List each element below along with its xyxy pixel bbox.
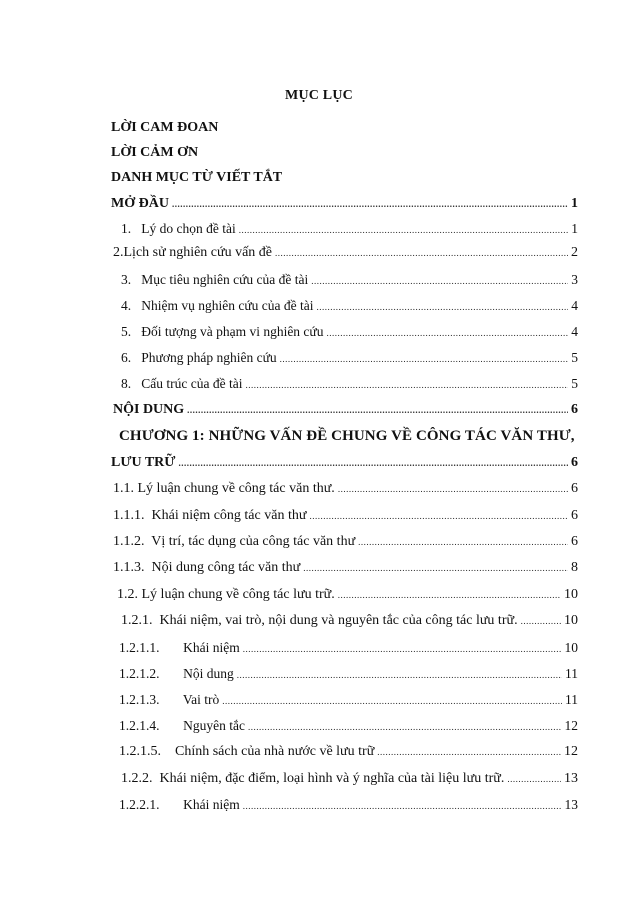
toc-label: 1.1. Lý luận chung về công tác văn thư. [113,481,335,496]
toc-page-number: 5 [571,376,578,391]
leader-dots [187,405,568,415]
toc-label: 1.2.1.5. Chính sách của nhà nước về lưu trữ [119,744,375,759]
leader-dots [280,354,569,364]
toc-entry[interactable] [121,298,578,314]
toc-entry[interactable] [113,481,578,497]
toc-page-number: 6 [571,481,578,496]
toc-page-number: 6 [571,534,578,549]
toc-entry[interactable] [117,587,578,603]
leader-dots [178,458,568,468]
toc-label: 1.1.3. Nội dung công tác văn thư [113,560,301,575]
leader-dots [275,248,568,258]
toc-page-number: 10 [564,613,578,628]
toc-entry[interactable] [113,245,578,261]
toc-page-number: 10 [564,587,578,602]
chapter-heading[interactable]: CHƯƠNG 1: NHỮNG VẤN ĐỀ CHUNG VỀ CÔNG TÁC VĂN THƯ, [119,428,575,444]
toc-label: 1.2.1. Khái niệm, vai trò, nội dung và nguyên tắc của công tác lưu trữ. [121,613,518,628]
page-title: MỤC LỤC [285,88,353,103]
leader-dots [377,747,561,757]
leader-dots [338,590,561,600]
leader-dots [172,199,568,209]
toc-page-number: 10 [564,640,578,655]
toc-page-number: 11 [565,666,578,681]
toc-entry[interactable] [121,324,578,340]
toc-page-number: 1 [571,196,578,211]
toc-entry[interactable] [119,692,578,708]
toc-label: 1.2.1.2. Nội dung [119,666,234,681]
toc-page-number: 3 [571,272,578,287]
toc-entry[interactable] [113,508,578,524]
toc-page-number: 6 [571,402,578,417]
toc-entry[interactable] [121,221,578,237]
toc-entry[interactable] [119,640,578,656]
toc-label: 1.1.2. Vị trí, tác dụng của công tác văn thư [113,534,356,549]
toc-entry[interactable] [121,272,578,288]
toc-label: MỞ ĐẦU [111,196,169,211]
toc-page-number: 2 [571,245,578,260]
toc-page-number: 12 [564,718,578,733]
toc-label: 5. Đối tượng và phạm vi nghiên cứu [121,324,324,339]
toc-entry-luu-tru[interactable] [111,455,578,471]
leader-dots [239,225,569,235]
toc-label: 4. Nhiệm vụ nghiên cứu của đề tài [121,298,314,313]
leader-dots [358,537,568,547]
toc-entry-noi-dung[interactable] [113,402,578,418]
toc-entry[interactable] [119,666,578,682]
toc-entry[interactable] [121,613,578,629]
toc-page-number: 4 [571,298,578,313]
toc-label: 2.Lịch sử nghiên cứu vấn đề [113,245,273,260]
toc-label: 8. Cấu trúc của đề tài [121,376,243,391]
leader-dots [222,696,562,706]
toc-label: 6. Phương pháp nghiên cứu [121,350,277,365]
leader-dots [303,563,568,573]
toc-label: 1.1.1. Khái niệm công tác văn thư [113,508,307,523]
toc-entry[interactable] [113,560,578,576]
toc-page-number: 5 [571,350,578,365]
toc-label: 1. Lý do chọn đề tài [121,221,236,236]
toc-page-number: 13 [564,771,578,786]
toc-entry[interactable] [121,376,578,392]
leader-dots [248,722,562,732]
heading-loi-cam-on[interactable]: LỜI CẢM ƠN [111,145,199,160]
toc-label: 3. Mục tiêu nghiên cứu của đề tài [121,272,309,287]
toc-label: 1.2.2. Khái niệm, đặc điểm, loại hình và ý nghĩa của tài liệu lưu trữ. [121,771,505,786]
toc-page-number: 6 [571,508,578,523]
toc-page-number: 13 [564,797,578,812]
toc-entry[interactable] [119,797,578,813]
toc-label: LƯU TRỮ [111,455,176,470]
leader-dots [237,670,562,680]
toc-label: NỘI DUNG [113,402,185,417]
leader-dots [338,484,568,494]
toc-entry-mo-dau[interactable] [111,196,578,212]
heading-loi-cam-doan[interactable]: LỜI CAM ĐOAN [111,120,219,135]
leader-dots [243,644,562,654]
toc-label: 1.2. Lý luận chung về công tác lưu trữ. [117,587,335,602]
toc-page-number: 1 [571,221,578,236]
toc-page-number: 6 [571,455,578,470]
toc-page-number: 12 [564,744,578,759]
toc-label: 1.2.2.1. Khái niệm [119,797,240,812]
toc-entry[interactable] [121,350,578,366]
leader-dots [243,801,562,811]
heading-danh-muc[interactable]: DANH MỤC TỪ VIẾT TẮT [111,170,283,185]
toc-entry[interactable] [119,744,578,760]
toc-label: 1.2.1.3. Vai trò [119,692,220,707]
leader-dots [317,302,569,312]
leader-dots [311,276,568,286]
toc-entry[interactable] [113,534,578,550]
toc-page-number: 4 [571,324,578,339]
toc-label: 1.2.1.1. Khái niệm [119,640,240,655]
leader-dots [507,774,561,784]
toc-entry[interactable] [121,771,578,787]
toc-label: 1.2.1.4. Nguyên tắc [119,718,245,733]
leader-dots [521,616,561,626]
toc-page-number: 11 [565,692,578,707]
toc-entry[interactable] [119,718,578,734]
leader-dots [245,380,568,390]
toc-page-number: 8 [571,560,578,575]
leader-dots [327,328,569,338]
leader-dots [309,511,568,521]
